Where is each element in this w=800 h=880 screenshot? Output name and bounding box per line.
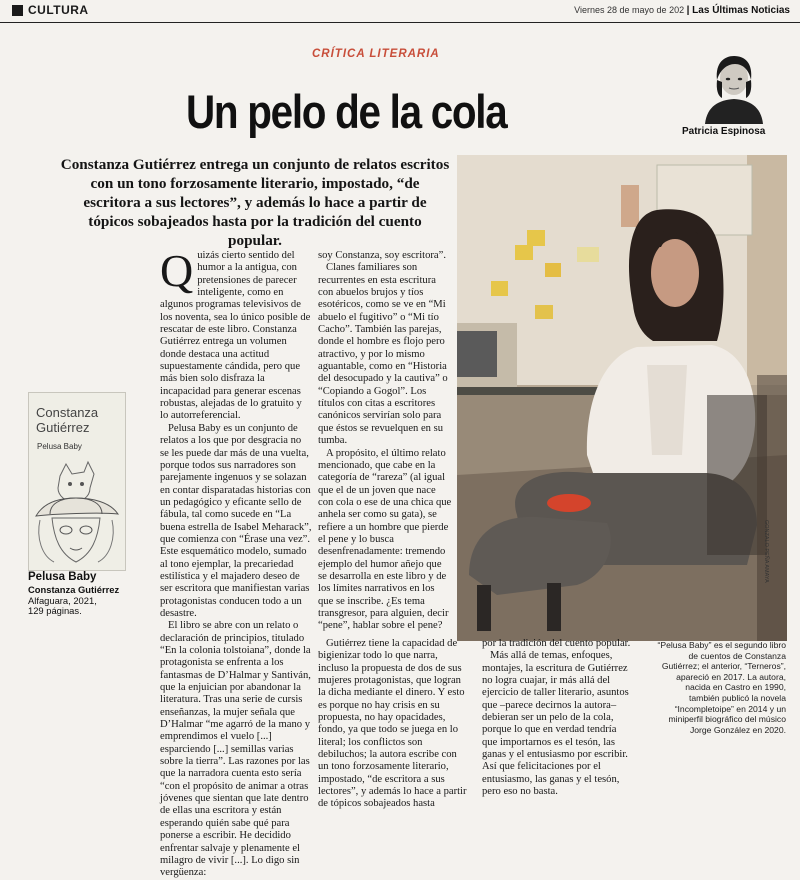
- drop-cap: Q: [160, 245, 194, 296]
- body-paragraph: Clanes familiares son recurrentes en esta escritura con abuelos brujos y tíos esotéricos, como se ve en “Mi abuelo el fugitivo” o “Mi tío Cacho”. También las parejas, donde el hombre es flojo pero atractivo, y por lo mismo aguantable, como en “Historia del desocupado y la cautiva” o “Copiando a Gogol”. Los títulos con citas a escritores canónicos servirían solo para que éstos se revuelquen en su tumba.: [318, 262, 448, 447]
- body-paragraph: El libro se abre con un relato o declaración de principios, titulado “En la colonia tolstoiana”, donde la protagonista se enfrenta a los fantasmas de D’Halmar y Santiván, que la enjuician por abandonar la literatura. Tras una serie de cursis enseñanzas, la mujer señala que D’Halmar “me agarró de la mano y emprendimos el vuelo [...] esparciendo [...] semillas varias sobre la tierra”. Las razones por las que la narradora cuenta esto sería “con el propósito de animar a otras jóvenes que sientan que late dentro de ellas una escritora y están esperando quién sabe qué para ponerse a escribir. He decidido enfrentar salvaje y plenamente el milagro de vivir [...]. Lo digo sin vergüenza:: [160, 620, 311, 879]
- book-info-pages: 129 páginas.: [28, 605, 82, 617]
- photo-credit: GONZALO PEÑA AMAYA: [763, 520, 769, 583]
- body-paragraph: Más allá de temas, enfoques, montajes, la escritura de Gutiérrez no logra cuajar, ir más allá del ejercicio de taller literario, asuntos que –parece decirnos la autora– debieran ser un pelo de la cola, porque lo que en verdad tendría que importarnos es el tesón, las ganas y el entusiasmo por escribir. Así que felicitaciones por el entusiasmo, las ganas y el tesón, pero eso no basta.: [482, 650, 629, 798]
- body-column-3: [482, 638, 634, 798]
- book-cover-illustration: [30, 458, 122, 566]
- body-paragraph: A propósito, el último relato mencionado, que cabe en la categoría de “rareza” (al igual que el de un joven que nace con cola o ese de una chica que anhela ser como su gata), se refiere a un hombre que pierde el pene y lo busca desenfrenadamente: tremendo ejemplo del humor añejo que se desarrolla en este libro y de los límites narrativos en los que se inscribe. ¿Es tema transgresor, para alguien, decir “pene”, hablar sobre el pene?: [318, 447, 452, 632]
- book-info: [28, 571, 128, 617]
- book-info-author: Constanza Gutiérrez: [28, 584, 120, 595]
- body-column-2: [318, 250, 452, 638]
- author-photo-main: [457, 155, 787, 641]
- section-tag: [12, 3, 89, 17]
- book-cover-author: Constanza Gutiérrez: [36, 405, 99, 435]
- author-portrait: [695, 52, 773, 124]
- body-paragraph: soy Constanza, soy escritora”.: [318, 250, 446, 261]
- body-paragraph: por la tradición del cuento popular.: [482, 638, 631, 649]
- author-name: Patricia Espinosa: [682, 126, 766, 137]
- body-paragraph-text: uizás cierto sentido del humor a la antigua, con pretensiones de parecer inteligente, como en algunos programas televisivos de los noventa, sea lo único posible de rescatar de este libro. Constanza Gutiérrez entrega un volumen donde destaca una actitud supuestamente cándida, pero que más bien solo disfraza la incapacidad para generar escenas robustas, alejadas de lo gratuito y lo autorreferencial.: [160, 250, 311, 422]
- section-label: CULTURA: [28, 3, 89, 17]
- publication-name: | Las Últimas Noticias: [686, 5, 790, 16]
- photo-caption: “Pelusa Baby” es el segundo libro de cuentos de Constanza Gutiérrez; el anterior, “Terneros”, apareció en 2017. La autora, nacida en Castro en 1990, también publicó la novela “Incompletoipe” en 2014 y un miniperfil biográfico del músico Jorge González en 2020.: [657, 640, 786, 735]
- body-paragraph: [160, 245, 312, 423]
- section-square-icon: [12, 5, 23, 16]
- book-info-title: Pelusa Baby: [28, 571, 97, 583]
- book-cover-title: Pelusa Baby: [37, 442, 82, 451]
- article-headline: Un pelo de la cola: [186, 85, 507, 138]
- book-info-publisher: Alfaguara, 2021,: [28, 594, 97, 606]
- body-paragraph: Pelusa Baby es un conjunto de relatos a los que por desgracia no se les puede dar más de una vuelta, porque todos sus narradores son parejamente ingenuos y se solazan en contar disparatadas historias con un pedagógico y eficante sello de fábula, tal como sucede en “La buena estrella de Isabel Meharack”, que comienza con “Érase una vez”. Este esquemático modelo, sumado al tono ejemplar, la precariedad estilística y el majadero deseo de ser escritora que manifiestan varias protagonistas conducen todo a un desastre.: [160, 422, 312, 619]
- issue-date: Viernes 28 de mayo de 202: [574, 5, 685, 15]
- body-column-1: [160, 245, 312, 879]
- article-kicker: CRÍTICA LITERARIA: [312, 48, 440, 60]
- dateline: [574, 5, 790, 16]
- article-deck: Constanza Gutiérrez entrega un conjunto de relatos escritos con un tono forzosamente literario, impostado, “de escritora a sus lectores”, y además lo hace a partir de tópicos sobajeados hasta por la tradición del cuento popular.: [60, 156, 450, 249]
- body-paragraph: Gutiérrez tiene la capacidad de bigienizar todo lo que narra, incluso la propuesta de dos de sus mujeres protagonistas, que logran la dicha mediante el dinero. Y esto es porque no hay crisis en su propuesta, no hay opacidades, fondo, ya que todo se juega en lo literal; los conflictos son debiluchos; la autora escribe con un tono forzosamente literario, impostado, “de escritora a sus lectores”, y además lo hace a partir de tópicos sobajeados hasta: [318, 638, 467, 810]
- body-column-2-bottom: [318, 638, 468, 810]
